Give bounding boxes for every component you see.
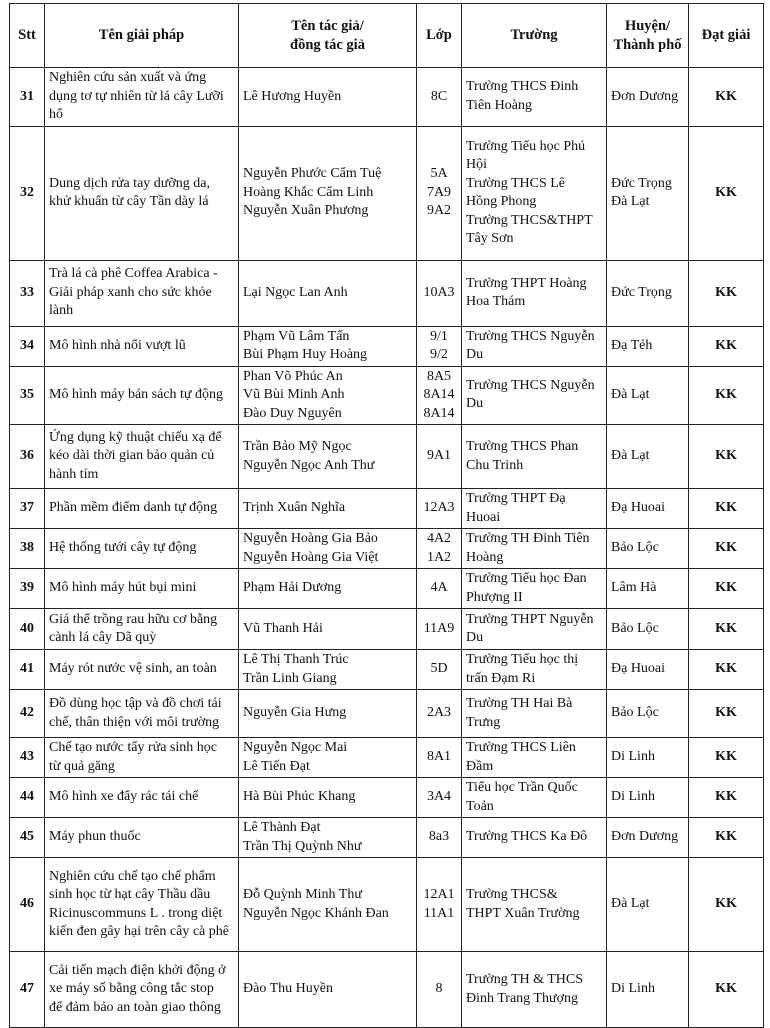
row-stt: 35 [10,366,45,425]
row-district [607,650,689,690]
solution-line: để đảm bảo an toàn giao thông [49,999,221,1015]
author-name: Lê Thị Thanh Trúc [243,652,349,667]
row-authors [239,366,417,425]
row-award: KK [689,650,764,690]
grade-value: 9A1 [426,448,452,464]
row-district [607,690,689,738]
row-stt: 47 [10,952,45,1028]
author-name: Nguyễn Ngọc Khánh Đan [243,905,389,921]
header-solution: Tên giải pháp [45,4,239,68]
district-name: Đơn Dương [611,829,679,845]
grade-value: 12A3 [423,500,455,516]
row-grade [417,778,462,818]
school-line: Huoai [466,509,501,525]
school-line: Trường THCS&THPT [466,212,593,228]
school-line: Trường THCS Ka Đô [466,829,588,845]
author-name: Nguyễn Gia Hưng [243,705,347,721]
school-line: Tây Sơn [466,231,514,246]
author-name: Trần Thị Quỳnh Như [243,838,362,854]
row-school [462,609,607,650]
row-award: KK [689,858,764,952]
header-district-line: Thành phố [613,36,682,53]
row-grade [417,529,462,569]
table-row [10,858,764,952]
header-authors-line: đồng tác giả [290,36,365,53]
row-grade [417,690,462,738]
author-name: Nguyễn Ngọc Mai [243,740,348,755]
row-school [462,326,607,366]
author-name: Lê Tiến Đạt [243,758,310,774]
school-line: Trường TH Đinh Tiên [466,531,590,546]
district-name: Bảo Lộc [611,705,659,721]
author-name: Lại Ngọc Lan Anh [243,284,348,300]
table-row [10,778,764,818]
school-line: Hội [466,157,487,172]
solution-line: Đồ dùng học tập và đồ chơi tái [49,696,222,711]
header-school: Trường [462,4,607,68]
table-row [10,609,764,650]
row-grade [417,260,462,326]
school-line: Trường THCS& [466,887,558,902]
solution-line: Mô hình xe đẩy rác tái chế [49,789,199,805]
author-name: Hà Bùi Phúc Khang [243,789,356,805]
author-name: Trịnh Xuân Nghĩa [243,500,346,516]
solution-line: lành [49,303,74,319]
solution-line: chế, thân thiện với môi trường [49,714,220,730]
grade-value: 5D [430,661,448,677]
row-solution [45,326,239,366]
grade-value: 2A3 [426,705,452,721]
school-line: Hoàng [466,549,504,565]
solution-line: Nghiên cứu sản xuất và ứng [49,70,207,85]
school-line: Trường THCS Phan [466,439,579,454]
district-name: Đà Lạt [611,448,650,464]
grade-value: 3A4 [426,789,452,805]
school-line: Trường Tiểu học thị [466,652,579,667]
row-solution [45,778,239,818]
row-stt: 34 [10,326,45,366]
row-stt: 45 [10,818,45,858]
author-name: Nguyễn Xuân Phương [243,203,369,219]
row-solution [45,818,239,858]
solution-line: hổ [49,107,63,122]
header-authors [239,4,417,68]
row-grade [417,366,462,425]
row-grade [417,489,462,529]
row-school [462,818,607,858]
author-name: Trần Bảo Mỹ Ngọc [243,439,352,454]
solution-line: Giải pháp xanh cho sức khỏe [49,284,212,300]
table-row [10,529,764,569]
school-line: Tiểu học Trần Quốc [466,780,578,795]
school-line: Đinh Trang Thượng [466,990,578,1006]
school-line: Hồng Phong [466,194,537,209]
district-name: Lâm Hà [611,580,657,596]
school-line: Trường THPT Hoàng [466,275,587,291]
author-name: Bùi Phạm Huy Hoàng [243,347,368,362]
row-award: KK [689,569,764,609]
table-row [10,326,764,366]
school-line: Toản [466,798,494,814]
solution-line: kéo dài thời gian bảo quản củ [49,448,215,464]
row-district [607,738,689,778]
row-solution [45,690,239,738]
row-solution [45,260,239,326]
row-award: KK [689,952,764,1028]
table-row [10,738,764,778]
grade-value: 8A14 [423,405,455,421]
grade-value: 7A9 [426,184,452,200]
author-name: Đào Thu Huyền [243,981,333,997]
row-authors [239,690,417,738]
row-award: KK [689,818,764,858]
row-authors [239,529,417,569]
row-authors [239,489,417,529]
grade-value: 4A [430,580,448,596]
district-name: Đà Lạt [611,387,650,402]
row-grade [417,858,462,952]
grade-value: 8C [430,88,448,104]
row-solution [45,68,239,127]
row-stt: 43 [10,738,45,778]
row-district [607,609,689,650]
author-name: Phạm Vũ Lâm Tấn [243,328,350,344]
author-name: Trần Linh Giang [243,670,337,686]
row-authors [239,738,417,778]
grade-value: 9/2 [430,347,448,362]
row-district [607,818,689,858]
row-school [462,260,607,326]
row-award: KK [689,326,764,366]
row-district [607,326,689,366]
header-grade: Lớp [417,4,462,68]
row-award: KK [689,68,764,127]
grade-value: 8a3 [428,829,450,845]
row-authors [239,858,417,952]
row-authors [239,425,417,489]
row-school [462,952,607,1028]
row-grade [417,425,462,489]
solution-line: Trà lá cà phê Coffea Arabica - [49,266,218,282]
school-line: Trưng [466,714,501,730]
author-name: Đào Duy Nguyên [243,405,342,421]
row-school [462,425,607,489]
solution-line: khử khuẩn từ cây Tần dày lá [49,194,209,209]
row-grade [417,818,462,858]
row-stt: 31 [10,68,45,127]
row-authors [239,650,417,690]
school-line: Chu Trinh [466,457,524,473]
row-stt: 32 [10,126,45,260]
row-authors [239,68,417,127]
row-award: KK [689,126,764,260]
school-line: trấn Đạm Ri [466,670,536,686]
row-authors [239,569,417,609]
grade-value: 12A1 [423,887,455,902]
school-line: Hoa Thám [466,294,526,309]
row-district [607,952,689,1028]
row-stt: 36 [10,425,45,489]
row-solution [45,126,239,260]
author-name: Lê Hương Huyền [243,88,342,104]
school-line: Đầm [466,758,494,774]
school-line: Trường TH & THCS [466,972,584,987]
row-district [607,260,689,326]
school-line: Phượng II [466,589,523,605]
solution-line: sinh học từ hạt cây Thầu dầu [49,887,211,902]
table-row [10,126,764,260]
school-line: Trường THCS Lê [466,175,566,191]
row-school [462,366,607,425]
solution-line: từ quả găng [49,758,115,774]
row-award: KK [689,609,764,650]
table-row [10,68,764,127]
district-name: Đức Trọng [611,284,672,300]
row-grade [417,738,462,778]
grade-value: 11A1 [423,905,455,921]
row-grade [417,952,462,1028]
table-body [10,68,764,1028]
row-school [462,569,607,609]
row-grade [417,569,462,609]
row-authors [239,952,417,1028]
district-name: Bảo Lộc [611,540,659,556]
row-award: KK [689,529,764,569]
author-name: Nguyễn Phước Cẩm Tuệ [243,166,382,182]
row-authors [239,126,417,260]
row-grade [417,68,462,127]
row-authors [239,609,417,650]
solution-line: xe máy số bằng công tắc stop [49,981,214,997]
row-award: KK [689,690,764,738]
school-line: Trường THPT Nguyễn [466,611,594,627]
school-line: Trường THCS Nguyễn [466,377,595,393]
awards-table [9,3,764,1028]
row-stt: 39 [10,569,45,609]
row-district [607,858,689,952]
header-stt: Stt [10,4,45,68]
row-school [462,778,607,818]
row-district [607,126,689,260]
row-school [462,529,607,569]
school-line: Tiên Hoàng [466,97,532,113]
table-row [10,366,764,425]
solution-line: Mô hình máy bán sách tự động [49,387,224,402]
grade-value: 4A2 [426,531,452,546]
district-name: Đạ Huoai [611,500,666,516]
solution-line: Nghiên cứu chế tạo chế phẩm [49,868,216,884]
solution-line: dụng tơ tự nhiên từ lá cây Lưỡi [49,88,224,104]
row-district [607,489,689,529]
grade-value: 9A2 [426,203,452,219]
author-name: Nguyễn Ngọc Anh Thư [243,457,375,473]
row-school [462,68,607,127]
grade-value: 11A9 [423,620,455,636]
solution-line: Mô hình máy hút bụi mini [49,580,197,596]
header-district-line: Huyện/ [624,17,671,34]
school-line: Trường THCS Đinh [466,79,579,95]
row-school [462,650,607,690]
school-line: Trường THPT Đạ [466,491,566,506]
author-name: Phan Võ Phúc An [243,368,343,384]
header-row [10,4,764,68]
author-name: Lê Thành Đạt [243,820,321,835]
table-row [10,818,764,858]
solution-line: hành tím [49,466,99,482]
row-district [607,366,689,425]
row-school [462,489,607,529]
author-name: Vũ Bùi Minh Anh [243,387,345,402]
table-row [10,425,764,489]
header-district [607,4,689,68]
row-stt: 37 [10,489,45,529]
row-grade [417,650,462,690]
author-name: Phạm Hải Dương [243,580,342,596]
district-name: Di Linh [611,749,655,765]
solution-line: Phần mềm điểm danh tự động [49,500,218,516]
row-solution [45,489,239,529]
author-name: Vũ Thanh Hải [243,620,323,636]
solution-line: Dung dịch rửa tay dưỡng da, [49,175,210,191]
author-name: Đỗ Quỳnh Minh Thư [243,887,362,902]
row-solution [45,609,239,650]
header-award: Đạt giải [689,4,764,68]
row-stt: 46 [10,858,45,952]
district-name: Đạ Huoai [611,661,666,677]
row-award: KK [689,260,764,326]
row-grade [417,126,462,260]
school-line: Trường THCS Liên [466,740,576,755]
solution-line: Máy phun thuốc [49,829,141,845]
row-school [462,126,607,260]
solution-line: kiến đen gây hại trên cây cà phê [49,924,229,939]
row-grade [417,326,462,366]
row-award: KK [689,366,764,425]
solution-line: Giá thể trồng rau hữu cơ bằng [49,611,218,627]
row-solution [45,650,239,690]
row-stt: 41 [10,650,45,690]
grade-value: 10A3 [423,284,455,300]
row-school [462,690,607,738]
row-solution [45,425,239,489]
row-district [607,529,689,569]
row-award: KK [689,738,764,778]
author-name: Nguyễn Hoàng Gia Bảo [243,531,378,546]
row-solution [45,529,239,569]
row-district [607,68,689,127]
table-row [10,690,764,738]
school-line: Du [466,630,484,645]
grade-value: 8 [435,981,443,997]
row-district [607,569,689,609]
row-stt: 40 [10,609,45,650]
district-name: Đức Trọng [611,175,672,191]
row-district [607,425,689,489]
solution-line: Ricinuscommuns L . trong diệt [49,905,223,921]
solution-line: cành lá cây Dã quỳ [49,630,157,645]
grade-value: 8A5 [426,368,452,384]
district-name: Đơn Dương [611,88,679,104]
district-name: Đà Lạt [611,194,650,209]
grade-value: 8A1 [426,749,452,765]
solution-line: Máy rót nước vệ sinh, an toàn [49,661,217,677]
district-name: Đạ Tẻh [611,337,653,353]
table-row [10,650,764,690]
row-stt: 33 [10,260,45,326]
author-name: Nguyễn Hoàng Gia Việt [243,549,379,565]
row-school [462,738,607,778]
row-award: KK [689,489,764,529]
grade-value: 1A2 [426,549,452,565]
row-solution [45,952,239,1028]
row-grade [417,609,462,650]
row-stt: 42 [10,690,45,738]
school-line: Du [466,347,484,362]
grade-value: 8A14 [423,387,455,402]
row-solution [45,366,239,425]
row-school [462,858,607,952]
row-authors [239,326,417,366]
school-line: Trường Tiểu học Phú [466,138,586,154]
solution-line: Mô hình nhà nổi vượt lũ [49,337,186,353]
solution-line: Cải tiến mạch điện khởi động ở [49,962,226,978]
district-name: Bảo Lộc [611,620,659,636]
row-authors [239,818,417,858]
row-district [607,778,689,818]
grade-value: 5A [430,166,448,182]
header-authors-line: Tên tác giả/ [291,17,364,34]
school-line: Du [466,396,484,412]
district-name: Đà Lạt [611,896,650,912]
table-row [10,952,764,1028]
district-name: Di Linh [611,789,655,805]
grade-value: 9/1 [430,328,448,344]
row-authors [239,778,417,818]
row-solution [45,738,239,778]
solution-line: Ứng dụng kỹ thuật chiếu xạ để [49,429,222,445]
author-name: Hoàng Khắc Cẩm Linh [243,184,374,200]
table-row [10,569,764,609]
row-solution [45,569,239,609]
school-line: THPT Xuân Trường [466,905,580,921]
table-row [10,489,764,529]
row-award: KK [689,778,764,818]
table-row [10,260,764,326]
solution-line: Hệ thống tưới cây tự động [49,540,197,556]
row-authors [239,260,417,326]
school-line: Trường THCS Nguyễn [466,328,595,344]
school-line: Trường TH Hai Bà [466,696,573,711]
solution-line: Chế tạo nước tẩy rửa sinh học [49,740,217,755]
row-solution [45,858,239,952]
row-award: KK [689,425,764,489]
district-name: Di Linh [611,981,655,997]
row-stt: 38 [10,529,45,569]
school-line: Trường Tiểu học Đan [466,571,587,586]
row-stt: 44 [10,778,45,818]
